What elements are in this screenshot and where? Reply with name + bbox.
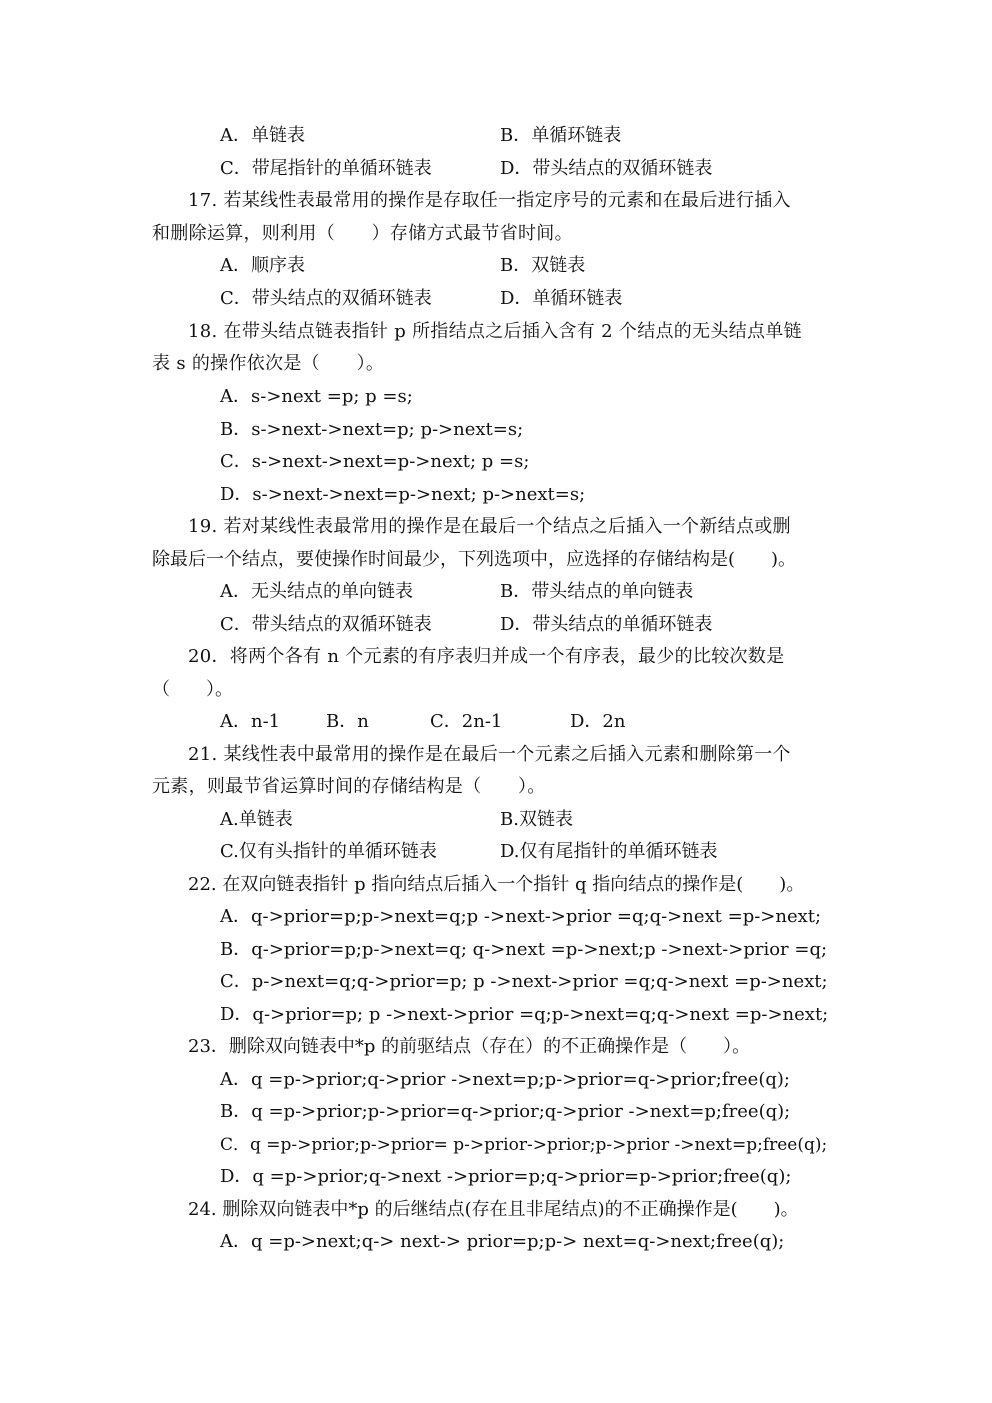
option-b: B．s->next->next=p; p->next=s;: [220, 419, 524, 440]
question-19-line-2: 除最后一个结点，要使操作时间最少，下列选项中，应选择的存储结构是( )。: [152, 549, 797, 570]
question-20-line-2: （ ）。: [152, 679, 233, 700]
option-a: A.单链表: [220, 809, 293, 830]
question-17-line-2: 和删除运算，则利用（ ）存储方式最节省时间。: [152, 223, 573, 244]
option-b: B.双链表: [500, 809, 573, 830]
question-21-line-1: 21. 某线性表中最常用的操作是在最后一个元素之后插入元素和删除第一个: [188, 744, 791, 765]
option-d: D．q->prior=p; p ->next->prior =q;p->next=q;q->next =p->next;: [220, 1004, 829, 1025]
option-c: C．2n-1: [430, 711, 503, 732]
option-b: B．单循环链表: [500, 125, 622, 146]
option-d: D．q =p->prior;q->next ->prior=p;q->prior=p->prior;free(q);: [220, 1166, 792, 1187]
option-a: A．顺序表: [220, 255, 305, 276]
option-b: B．双链表: [500, 255, 586, 276]
option-c: C．带尾指针的单循环链表: [220, 158, 432, 179]
option-c: C．q =p->prior;p->prior= p->prior->prior;p->prior ->next=p;free(q);: [220, 1135, 828, 1155]
option-b: B．n: [326, 711, 369, 732]
option-a: A．q =p->prior;q->prior ->next=p;p->prior=q->prior;free(q);: [220, 1069, 790, 1090]
option-d: D．2n: [570, 711, 626, 732]
question-24: 24. 删除双向链表中*p 的后继结点(存在且非尾结点)的不正确操作是( )。: [188, 1199, 799, 1220]
question-18-line-1: 18. 在带头结点链表指针 p 所指结点之后插入含有 2 个结点的无头结点单链: [188, 321, 802, 342]
option-c: C.仅有头指针的单循环链表: [220, 841, 437, 862]
option-b: B．q->prior=p;p->next=q; q->next =p->next;p ->next->prior =q;: [220, 939, 828, 960]
question-23: 23．删除双向链表中*p 的前驱结点（存在）的不正确操作是（ ）。: [188, 1036, 751, 1057]
question-17-line-1: 17. 若某线性表最常用的操作是存取任一指定序号的元素和在最后进行插入: [188, 190, 791, 211]
option-d: D．s->next->next=p->next; p->next=s;: [220, 484, 586, 505]
option-d: D.仅有尾指针的单循环链表: [500, 841, 718, 862]
option-b: B．带头结点的单向链表: [500, 581, 694, 602]
question-22: 22. 在双向链表指针 p 指向结点后插入一个指针 q 指向结点的操作是( )。: [188, 874, 805, 895]
option-c: C．p->next=q;q->prior=p; p ->next->prior =q;q->next =p->next;: [220, 971, 828, 992]
option-a: A．q =p->next;q-> next-> prior=p;p-> next=q->next;free(q);: [220, 1231, 785, 1252]
option-d: D．单循环链表: [500, 288, 623, 309]
option-a: A．s->next =p; p =s;: [220, 386, 413, 407]
question-21-line-2: 元素，则最节省运算时间的存储结构是（ ）。: [152, 776, 546, 797]
option-d: D．带头结点的双循环链表: [500, 158, 713, 179]
option-d: D．带头结点的单循环链表: [500, 614, 713, 635]
option-c: C．带头结点的双循环链表: [220, 614, 432, 635]
option-a: A．无头结点的单向链表: [220, 581, 413, 602]
option-c: C．s->next->next=p->next; p =s;: [220, 451, 530, 472]
question-18-line-2: 表 s 的操作依次是（ ）。: [152, 353, 385, 374]
option-b: B．q =p->prior;p->prior=q->prior;q->prior ->next=p;free(q);: [220, 1101, 791, 1122]
option-a: A．单链表: [220, 125, 305, 146]
option-a: A．n-1: [220, 711, 281, 732]
question-20-line-1: 20．将两个各有 n 个元素的有序表归并成一个有序表，最少的比较次数是: [188, 646, 785, 667]
question-19-line-1: 19. 若对某线性表最常用的操作是在最后一个结点之后插入一个新结点或删: [188, 516, 791, 537]
option-c: C．带头结点的双循环链表: [220, 288, 432, 309]
option-a: A．q->prior=p;p->next=q;p ->next->prior =q;q->next =p->next;: [220, 906, 822, 927]
